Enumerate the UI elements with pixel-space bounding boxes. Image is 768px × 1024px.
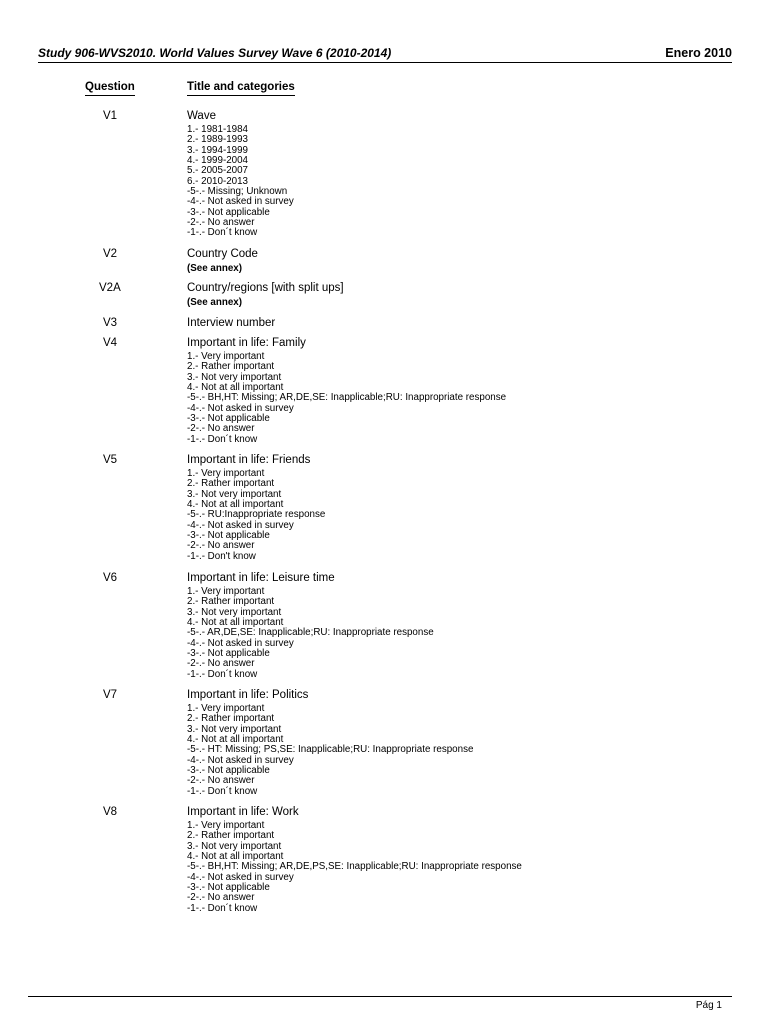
page-number: Pág 1: [695, 1000, 722, 1011]
category-list: [187, 125, 294, 239]
question-title: Interview number: [187, 317, 276, 329]
question-title: Important in life: Family: [187, 337, 306, 349]
header-date: Enero 2010: [665, 46, 732, 60]
question-title: Wave: [187, 110, 216, 122]
category-item: 2.- Rather important: [187, 596, 275, 608]
question-title: Country/regions [with split ups]: [187, 282, 344, 294]
category-item: 3.- Not very important: [187, 606, 282, 618]
category-item: -5-.- HT: Missing; PS,SE: Inapplicable;RU: Inappropriate response: [187, 744, 474, 756]
category-item: -4-.- Not asked in survey: [187, 519, 294, 531]
question-code: V1: [103, 110, 118, 122]
category-item: -2-.- No answer: [187, 540, 255, 552]
study-title: Study 906-WVS2010. World Values Survey Wave 6 (2010-2014): [38, 46, 392, 60]
category-item: 2.- Rather important: [187, 830, 275, 842]
category-item: 1.- Very important: [187, 703, 265, 714]
question-title: Important in life: Leisure time: [187, 572, 335, 584]
footer-divider: [28, 996, 732, 997]
category-item: -5-.- Missing; Unknown: [187, 186, 288, 198]
question-code: V5: [103, 454, 118, 466]
question-title: Important in life: Politics: [187, 689, 309, 701]
question-code: V8: [103, 806, 118, 818]
question-code: V7: [103, 689, 118, 701]
category-item: -3-.- Not applicable: [187, 648, 270, 660]
category-item: 1.- Very important: [187, 586, 265, 597]
category-item: 3.- Not very important: [187, 371, 282, 383]
category-item: -4-.- Not asked in survey: [187, 196, 294, 208]
title-column-header: Title and categories: [187, 81, 295, 96]
annex-note: (See annex): [187, 297, 242, 308]
category-item: 1.- 1981-1984: [187, 124, 249, 135]
category-item: 6.- 2010-2013: [187, 175, 249, 187]
category-item: 2.- 1989-1993: [187, 134, 249, 146]
category-item: -2-.- No answer: [187, 423, 255, 435]
category-item: -3-.- Not applicable: [187, 882, 270, 894]
category-item: -4-.- Not asked in survey: [187, 871, 294, 883]
category-item: 4.- Not at all important: [187, 382, 284, 394]
category-item: -4-.- Not asked in survey: [187, 402, 294, 414]
page-header: [38, 46, 732, 63]
category-list: [187, 352, 506, 445]
category-item: 4.- Not at all important: [187, 499, 284, 511]
category-item: -2-.- No answer: [187, 892, 255, 904]
category-item: 1.- Very important: [187, 351, 265, 362]
question-code: V6: [103, 572, 118, 584]
category-item: -3-.- Not applicable: [187, 765, 270, 777]
question-code: V2: [103, 248, 118, 260]
category-list: [187, 821, 522, 914]
question-title: Country Code: [187, 248, 258, 260]
category-item: 2.- Rather important: [187, 713, 275, 725]
category-item: 1.- Very important: [187, 820, 265, 831]
question-code: V4: [103, 337, 118, 349]
category-item: -1-.- Don´t know: [187, 227, 258, 239]
category-item: -1-.- Don´t know: [187, 785, 258, 797]
category-item: -2-.- No answer: [187, 658, 255, 670]
category-item: 4.- Not at all important: [187, 851, 284, 863]
question-code: V3: [103, 317, 118, 329]
category-item: 2.- Rather important: [187, 361, 275, 373]
question-title: Important in life: Work: [187, 806, 299, 818]
category-item: -1-.- Don´t know: [187, 433, 258, 445]
category-item: -3-.- Not applicable: [187, 206, 270, 218]
category-item: -3-.- Not applicable: [187, 413, 270, 425]
question-title: Important in life: Friends: [187, 454, 311, 466]
category-item: 4.- Not at all important: [187, 734, 284, 746]
question-column-header: Question: [85, 81, 135, 96]
category-list: [187, 587, 434, 680]
category-item: 3.- 1994-1999: [187, 144, 249, 156]
category-list: [187, 704, 473, 797]
category-list: [187, 469, 325, 562]
category-item: -4-.- Not asked in survey: [187, 754, 294, 766]
category-item: -1-.- Don´t know: [187, 668, 258, 680]
category-item: 1.- Very important: [187, 468, 265, 479]
category-item: -3-.- Not applicable: [187, 530, 270, 542]
category-item: 3.- Not very important: [187, 840, 282, 852]
category-item: 3.- Not very important: [187, 723, 282, 735]
category-item: -1-.- Don´t know: [187, 902, 258, 914]
category-item: -5-.- AR,DE,SE: Inapplicable;RU: Inappropriate response: [187, 627, 434, 639]
category-item: -5-.- BH,HT: Missing; AR,DE,SE: Inapplicable;RU: Inappropriate response: [187, 392, 507, 404]
question-code: V2A: [99, 282, 121, 294]
category-item: -4-.- Not asked in survey: [187, 637, 294, 649]
category-item: 5.- 2005-2007: [187, 165, 249, 177]
category-item: -5-.- RU:Inappropriate response: [187, 509, 326, 521]
category-item: 2.- Rather important: [187, 478, 275, 490]
category-item: -5-.- BH,HT: Missing; AR,DE,PS,SE: Inapplicable;RU: Inappropriate response: [187, 861, 522, 873]
category-item: 4.- 1999-2004: [187, 155, 249, 167]
category-item: 3.- Not very important: [187, 488, 282, 500]
category-item: -2-.- No answer: [187, 217, 255, 229]
category-item: -2-.- No answer: [187, 775, 255, 787]
category-item: 4.- Not at all important: [187, 617, 284, 629]
annex-note: (See annex): [187, 263, 242, 274]
category-item: -1-.- Don't know: [187, 550, 256, 562]
